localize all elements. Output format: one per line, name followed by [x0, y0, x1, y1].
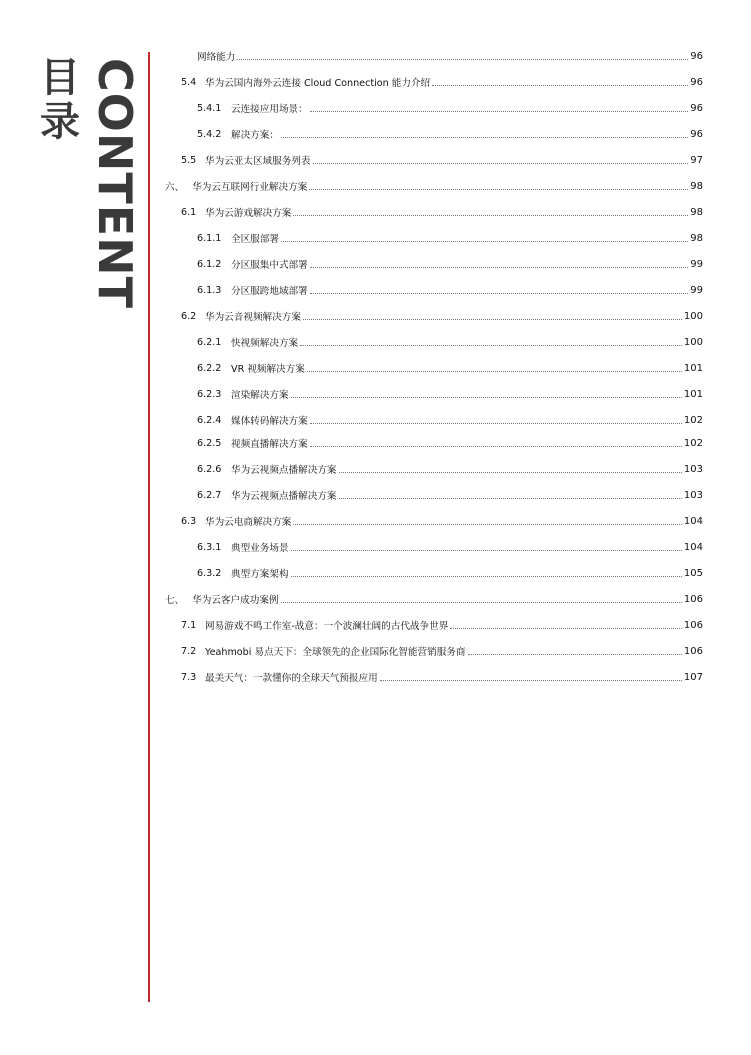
toc-entry-title: 快视频解决方案	[231, 338, 299, 349]
toc-entry-title: 解决方案：	[231, 130, 279, 141]
toc-entry-number: 6.1.3	[197, 284, 222, 296]
toc-leader-dots	[310, 445, 682, 447]
toc-entry-page: 106	[683, 593, 703, 605]
toc-entry[interactable]	[165, 95, 703, 121]
toc-leader-dots	[291, 549, 682, 551]
toc-entry[interactable]	[165, 43, 703, 69]
toc-entry[interactable]	[165, 225, 703, 251]
toc-entry[interactable]	[165, 303, 703, 329]
toc-entry-title: Yeahmobi 易点天下：全球领先的企业国际化智能营销服务商	[205, 647, 466, 658]
toc-entry-page: 105	[683, 567, 703, 579]
toc-entry-title: 典型方案架构	[231, 569, 289, 580]
toc-entry-number: 5.4	[181, 76, 197, 88]
toc-entry[interactable]	[165, 121, 703, 147]
toc-entry-page: 96	[690, 50, 703, 62]
toc-entry-title: 全区服部署	[231, 234, 279, 245]
toc-entry-page: 103	[683, 463, 703, 475]
toc-entry-page: 106	[683, 619, 703, 631]
toc-entry-title: 典型业务场景	[231, 543, 289, 554]
toc-entry-number: 6.2	[181, 310, 197, 322]
toc-entry-page: 98	[690, 232, 703, 244]
toc-entry-title: 分区服跨地域部署	[231, 286, 308, 297]
toc-leader-dots	[380, 679, 682, 681]
toc-entry-page: 104	[683, 515, 703, 527]
toc-entry-title: 华为云视频点播解决方案	[231, 491, 337, 502]
toc-leader-dots	[281, 240, 688, 242]
toc-leader-dots	[303, 318, 682, 320]
toc-entry-page: 100	[683, 336, 703, 348]
toc-entry-number: 6.1.2	[197, 258, 222, 270]
toc-entry-page: 98	[690, 206, 703, 218]
toc-entry-number: 6.1	[181, 206, 197, 218]
toc-entry[interactable]	[165, 508, 703, 534]
toc-entry[interactable]	[165, 381, 703, 407]
toc-entry-title: 分区服集中式部署	[231, 260, 308, 271]
toc-entry[interactable]	[165, 482, 703, 508]
toc-entry-number: 6.2.3	[197, 388, 222, 400]
toc-leader-dots	[310, 266, 689, 268]
toc-entry-page: 106	[683, 645, 703, 657]
toc-entry-page: 97	[690, 154, 703, 166]
toc-entry-page: 104	[683, 541, 703, 553]
toc-entry-title: 华为云游戏解决方案	[205, 208, 292, 219]
toc-leader-dots	[309, 188, 688, 190]
toc-entry-title: 渲染解决方案	[231, 390, 289, 401]
toc-leader-dots	[281, 136, 688, 138]
toc-entry[interactable]	[165, 199, 703, 225]
toc-leader-dots	[468, 653, 682, 655]
toc-leader-dots	[291, 396, 682, 398]
toc-entry[interactable]	[165, 612, 703, 638]
toc-entry-number: 5.4.1	[197, 102, 222, 114]
toc-leader-dots	[313, 162, 689, 164]
toc-entry[interactable]	[165, 277, 703, 303]
toc-leader-dots	[310, 422, 682, 424]
toc-entry[interactable]	[165, 147, 703, 173]
toc-entry[interactable]	[165, 456, 703, 482]
toc-entry-page: 96	[690, 102, 703, 114]
toc-entry-number: 七、	[165, 595, 185, 606]
toc-entry[interactable]	[165, 69, 703, 95]
toc-entry[interactable]	[165, 355, 703, 381]
toc-entry-page: 107	[683, 671, 703, 683]
toc-entry[interactable]	[165, 329, 703, 355]
toc-entry-page: 102	[683, 437, 703, 449]
toc-entry-title: 华为云客户成功案例	[192, 595, 279, 606]
toc-entry-number: 6.3.1	[197, 541, 222, 553]
toc-entry-number: 6.1.1	[197, 232, 222, 244]
toc-entry-title: 最美天气：一款懂你的全球天气预报应用	[205, 673, 378, 684]
toc-entry-page: 102	[683, 414, 703, 426]
toc-entry-title: 网络能力	[197, 52, 236, 63]
toc-entry[interactable]	[165, 586, 703, 612]
toc-entry-title: 华为云电商解决方案	[205, 517, 292, 528]
toc-entry[interactable]	[165, 560, 703, 586]
toc-leader-dots	[291, 575, 682, 577]
toc-leader-dots	[450, 627, 682, 629]
toc-entry-page: 101	[683, 388, 703, 400]
toc-entry-number: 6.2.4	[197, 414, 222, 426]
toc-leader-dots	[281, 601, 682, 603]
toc-entry-number: 6.3	[181, 515, 197, 527]
toc-entry-title: 媒体转码解决方案	[231, 416, 308, 427]
toc-entry-title: 华为云亚太区域服务列表	[205, 156, 311, 167]
toc-entry-page: 101	[683, 362, 703, 374]
vertical-divider	[148, 52, 150, 1002]
toc-entry-title: 网易游戏不鸣工作室-战意：一个波澜壮阔的古代战争世界	[205, 621, 449, 632]
toc-entry[interactable]	[165, 173, 703, 199]
toc-entry-title: 华为云国内海外云连接 Cloud Connection 能力介绍	[205, 78, 431, 89]
toc-leader-dots	[293, 523, 682, 525]
toc-entry-page: 99	[690, 258, 703, 270]
toc-entry-page: 96	[690, 76, 703, 88]
toc-title-chinese: 目录	[40, 55, 80, 145]
toc-entry-number: 6.3.2	[197, 567, 222, 579]
toc-title-english: CONTENT	[88, 58, 142, 310]
toc-leader-dots	[310, 110, 689, 112]
toc-entry-page: 98	[690, 180, 703, 192]
toc-leader-dots	[339, 497, 682, 499]
toc-entry[interactable]	[165, 534, 703, 560]
toc-entry-number: 7.1	[181, 619, 197, 631]
toc-entry-number: 6.2.6	[197, 463, 222, 475]
toc-entry-number: 5.4.2	[197, 128, 222, 140]
toc-entry-title: 华为云视频点播解决方案	[231, 465, 337, 476]
toc-title-block	[30, 50, 142, 310]
toc-entry-title: VR 视频解决方案	[231, 364, 305, 375]
toc-entry[interactable]	[165, 430, 703, 456]
toc-entry-title: 华为云互联网行业解决方案	[192, 182, 308, 193]
toc-entry-number: 7.2	[181, 645, 197, 657]
toc-entry-page: 100	[683, 310, 703, 322]
toc-entry-number: 7.3	[181, 671, 197, 683]
toc-entry-title: 视频直播解决方案	[231, 439, 308, 450]
toc-entry-number: 6.2.5	[197, 437, 222, 449]
toc-leader-dots	[310, 292, 689, 294]
toc-entry-title: 云连接应用场景：	[231, 104, 308, 115]
toc-leader-dots	[293, 214, 688, 216]
toc-entry-number: 6.2.2	[197, 362, 222, 374]
toc-leader-dots	[307, 370, 682, 372]
toc-entry-number: 六、	[165, 182, 185, 193]
toc-leader-dots	[300, 344, 682, 346]
toc-leader-dots	[237, 58, 688, 60]
toc-entry-number: 6.2.1	[197, 336, 222, 348]
toc-entry-page: 103	[683, 489, 703, 501]
toc-entry[interactable]	[165, 638, 703, 664]
toc-leader-dots	[432, 84, 688, 86]
toc-entry-number: 6.2.7	[197, 489, 222, 501]
toc-entry-title: 华为云音视频解决方案	[205, 312, 301, 323]
toc-entry-page: 96	[690, 128, 703, 140]
toc-entry[interactable]	[165, 251, 703, 277]
toc-entry-number: 5.5	[181, 154, 197, 166]
toc-entry-page: 99	[690, 284, 703, 296]
toc-leader-dots	[339, 471, 682, 473]
toc-entry[interactable]	[165, 664, 703, 690]
